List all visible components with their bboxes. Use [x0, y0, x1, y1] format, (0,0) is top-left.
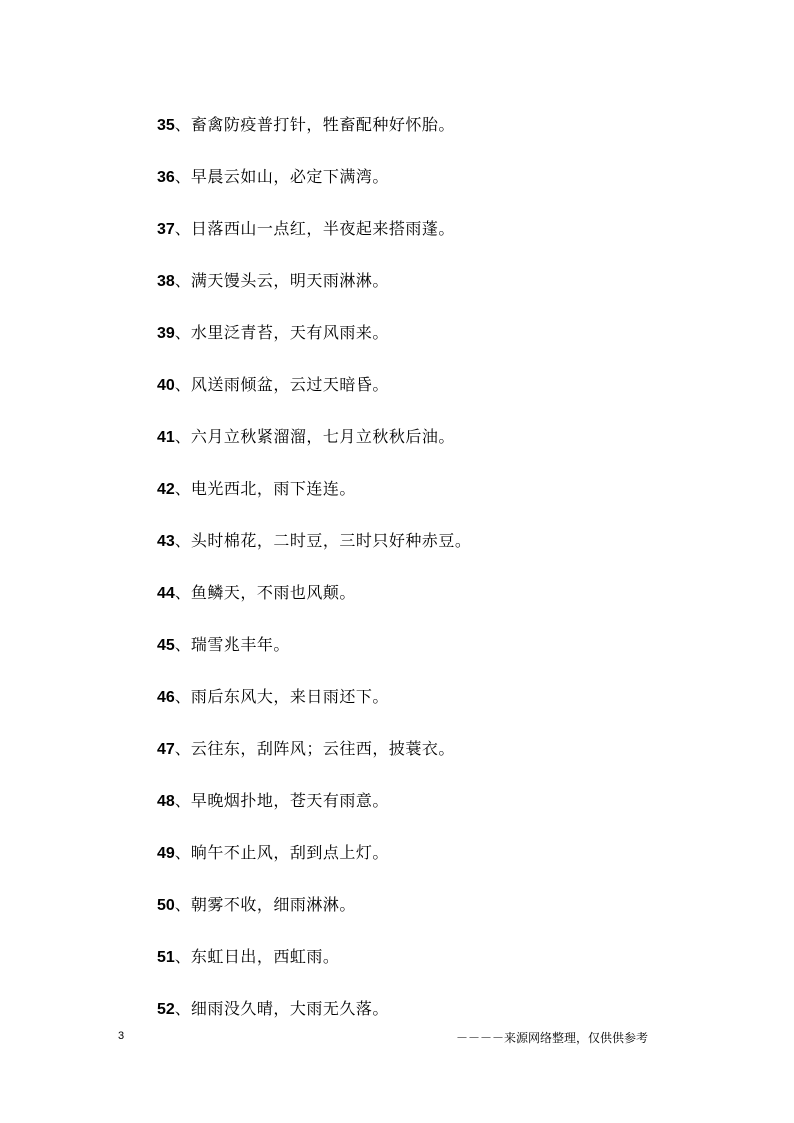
list-item — [157, 214, 455, 244]
item-text: 电光西北，雨下连连。 — [190, 479, 356, 498]
item-number: 49 — [157, 845, 175, 862]
item-text: 东虹日出，西虹雨。 — [190, 947, 340, 966]
item-separator: 、 — [174, 791, 191, 810]
item-separator: 、 — [174, 115, 191, 134]
list-item — [157, 786, 389, 816]
item-separator: 、 — [174, 219, 191, 238]
item-text: 瑞雪兆丰年。 — [190, 635, 290, 654]
item-number: 39 — [157, 325, 175, 342]
list-item — [157, 578, 356, 608]
list-item — [157, 266, 389, 296]
item-separator: 、 — [174, 479, 191, 498]
item-text: 雨后东风大，来日雨还下。 — [190, 687, 389, 706]
item-separator: 、 — [174, 167, 191, 186]
list-item — [157, 318, 389, 348]
item-number: 35 — [157, 117, 175, 134]
item-text: 早晚烟扑地，苍天有雨意。 — [190, 791, 389, 810]
item-separator: 、 — [174, 999, 191, 1018]
item-text: 云往东，刮阵风；云往西，披蓑衣。 — [190, 739, 455, 758]
item-separator: 、 — [174, 375, 191, 394]
item-number: 45 — [157, 637, 175, 654]
list-item — [157, 474, 356, 504]
item-separator: 、 — [174, 947, 191, 966]
list-item — [157, 682, 389, 712]
item-number: 43 — [157, 533, 175, 550]
item-number: 44 — [157, 585, 175, 602]
item-text: 细雨没久晴，大雨无久落。 — [190, 999, 389, 1018]
item-separator: 、 — [174, 583, 191, 602]
item-number: 40 — [157, 377, 175, 394]
list-item — [157, 526, 471, 556]
item-number: 47 — [157, 741, 175, 758]
page-number: 3 — [118, 1030, 125, 1042]
item-text: 早晨云如山，必定下满湾。 — [190, 167, 389, 186]
item-text: 风送雨倾盆，云过天暗昏。 — [190, 375, 389, 394]
item-text: 水里泛青苔，天有风雨来。 — [190, 323, 389, 342]
list-item — [157, 370, 389, 400]
item-text: 满天馒头云，明天雨淋淋。 — [190, 271, 389, 290]
item-separator: 、 — [174, 635, 191, 654]
item-number: 42 — [157, 481, 175, 498]
list-item — [157, 994, 389, 1024]
item-separator: 、 — [174, 427, 191, 446]
item-number: 36 — [157, 169, 175, 186]
item-number: 38 — [157, 273, 175, 290]
item-number: 48 — [157, 793, 175, 810]
list-item — [157, 838, 389, 868]
item-text: 六月立秋紧溜溜，七月立秋秋后油。 — [190, 427, 455, 446]
item-text: 晌午不止风，刮到点上灯。 — [190, 843, 389, 862]
item-number: 52 — [157, 1001, 175, 1018]
item-separator: 、 — [174, 895, 191, 914]
item-separator: 、 — [174, 687, 191, 706]
item-text: 畜禽防疫普打针，牲畜配种好怀胎。 — [190, 115, 455, 134]
item-separator: 、 — [174, 739, 191, 758]
item-separator: 、 — [174, 323, 191, 342]
item-number: 37 — [157, 221, 175, 238]
item-separator: 、 — [174, 271, 191, 290]
list-item — [157, 890, 356, 920]
list-item — [157, 110, 455, 140]
item-text: 日落西山一点红，半夜起来搭雨蓬。 — [190, 219, 455, 238]
item-number: 51 — [157, 949, 175, 966]
item-text: 头时棉花，二时豆，三时只好种赤豆。 — [190, 531, 472, 550]
item-separator: 、 — [174, 843, 191, 862]
item-number: 41 — [157, 429, 175, 446]
list-item — [157, 942, 339, 972]
item-text: 朝雾不收，细雨淋淋。 — [190, 895, 356, 914]
list-item — [157, 630, 290, 660]
list-item — [157, 422, 455, 452]
item-number: 50 — [157, 897, 175, 914]
list-item — [157, 734, 455, 764]
item-number: 46 — [157, 689, 175, 706]
item-text: 鱼鳞天，不雨也风颠。 — [190, 583, 356, 602]
footer-source-note: －－－－来源网络整理，仅供供参考 — [456, 1031, 649, 1045]
item-separator: 、 — [174, 531, 191, 550]
list-item — [157, 162, 389, 192]
